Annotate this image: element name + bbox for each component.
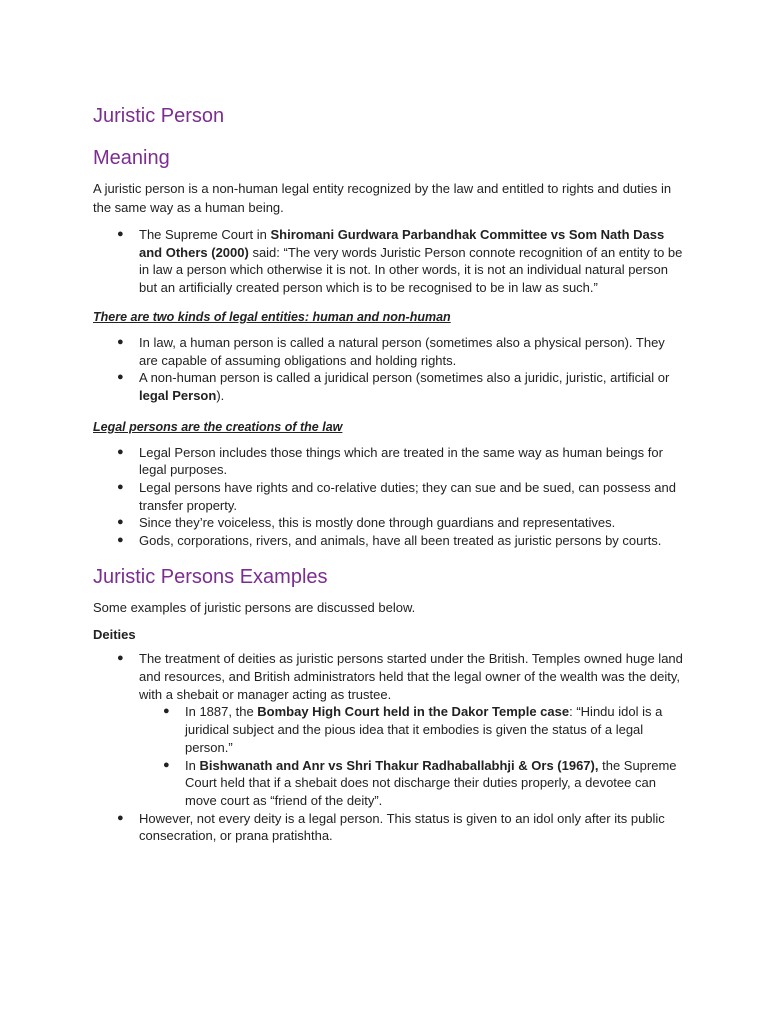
bullet-icon: ● bbox=[117, 534, 124, 547]
list-item: ● The Supreme Court in Shiromani Gurdwara Parbandhak Committee vs Som Nath Dass and Others (2000) said: “The very words Juristic Person connote recognition of an entity to be in law a person which otherwise it is not. In other words, it is not an individual natural person but an artificially created person which is to be recognised to be in law as such.” bbox=[117, 227, 683, 296]
page-title: Juristic Person bbox=[93, 105, 225, 127]
bullet-icon: ● bbox=[117, 371, 124, 384]
deities-list-continued bbox=[93, 810, 683, 845]
bullet-icon: ● bbox=[163, 705, 170, 718]
bullet-icon: ● bbox=[117, 652, 124, 665]
bullet-icon: ● bbox=[117, 445, 124, 458]
meaning-list bbox=[93, 226, 683, 297]
bullet-icon: ● bbox=[117, 516, 124, 529]
deities-sublist bbox=[139, 703, 683, 809]
deities-list bbox=[93, 650, 683, 703]
list-item: ● Legal persons have rights and co-relative duties; they can sue and be sued, can possess and transfer property. bbox=[117, 480, 676, 513]
kinds-list bbox=[93, 334, 683, 405]
bullet-icon: ● bbox=[117, 228, 124, 240]
list-item: ● Legal Person includes those things which are treated in the same way as human beings for legal purposes. bbox=[117, 444, 663, 478]
subheading-creations: Legal persons are the creations of the law bbox=[93, 419, 343, 434]
list-item: ● However, not every deity is a legal person. This status is given to an idol only after its public consecration, or prana pratishtha. bbox=[117, 810, 665, 844]
list-item: ● In 1887, the Bombay High Court held in the Dakor Temple case: “Hindu idol is a juridical subject and the pious idea that it embodies is given the status of a legal person.” bbox=[163, 704, 663, 755]
section-heading-meaning: Meaning bbox=[93, 147, 170, 169]
subheading-kinds: There are two kinds of legal entities: human and non-human bbox=[93, 309, 451, 324]
section-heading-examples: Juristic Persons Examples bbox=[93, 565, 328, 588]
bullet-icon: ● bbox=[117, 335, 124, 348]
list-item: ● Gods, corporations, rivers, and animals, have all been treated as juristic persons by courts. bbox=[117, 533, 662, 549]
list-item: ● A non-human person is called a juridical person (sometimes also a juridic, juristic, artificial or legal Person). bbox=[117, 370, 670, 403]
creations-list bbox=[93, 444, 683, 550]
examples-intro: Some examples of juristic persons are discussed below. bbox=[93, 599, 416, 615]
meaning-intro: A juristic person is a non-human legal entity recognized by the law and entitled to rights and duties in the same way as a human being. bbox=[93, 181, 672, 215]
subheading-deities: Deities bbox=[93, 627, 136, 643]
list-item: ● The treatment of deities as juristic persons started under the British. Temples owned huge land and resources, and British administrators held that the legal owner of the wealth was the deity, with a shebait or manager acting as trustee. bbox=[117, 651, 683, 702]
list-item: ● Since they’re voiceless, this is mostly done through guardians and representatives. bbox=[117, 515, 616, 531]
bullet-icon: ● bbox=[117, 481, 124, 494]
bullet-icon: ● bbox=[117, 811, 124, 824]
bullet-icon: ● bbox=[163, 758, 170, 771]
document-body bbox=[93, 100, 683, 845]
list-item: ● In law, a human person is called a natural person (sometimes also a physical person). They are capable of assuming obligations and holding rights. bbox=[117, 334, 665, 368]
list-item: ● In Bishwanath and Anr vs Shri Thakur Radhaballabhji & Ors (1967), the Supreme Court held that if a shebait does not discharge their duties properly, a devotee can move court as “friend of the deity”. bbox=[163, 757, 677, 808]
